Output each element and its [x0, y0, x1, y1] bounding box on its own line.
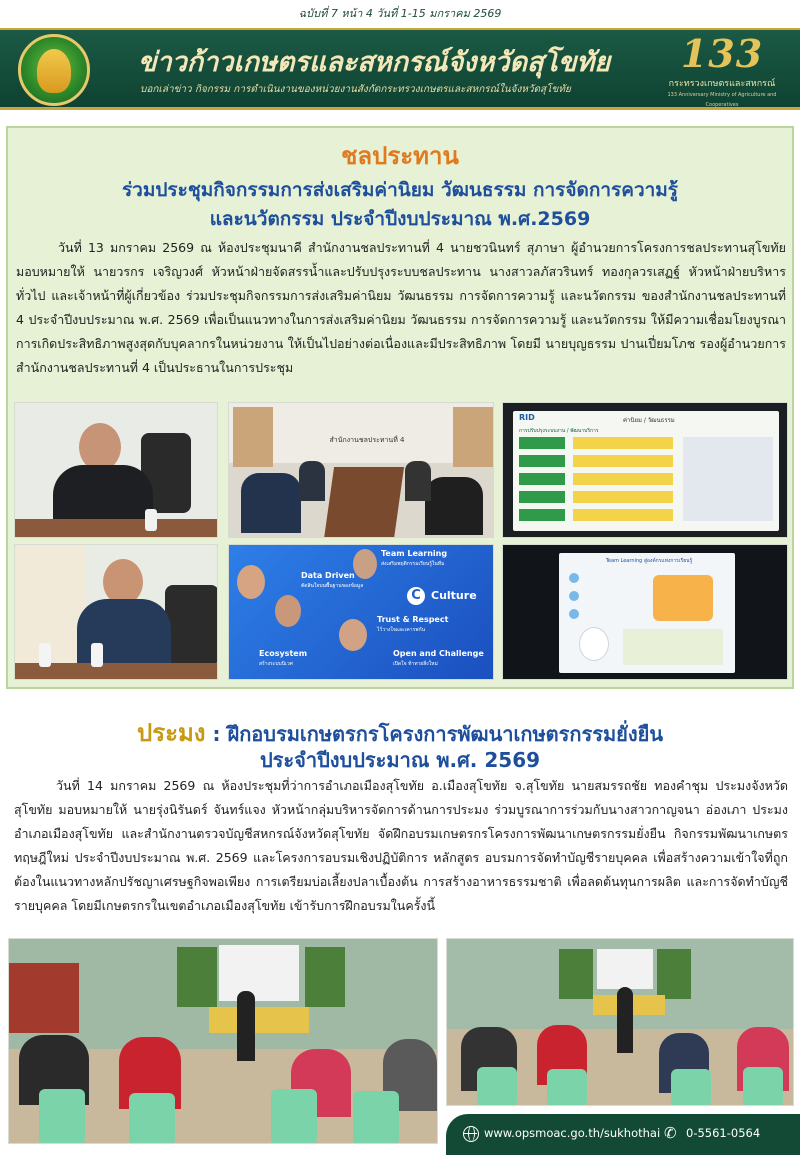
office-sign: สำนักงานชลประทานที่ 4 [329, 436, 405, 444]
slide-ecosystem-th: สร้างระบบนิเวศ [259, 661, 293, 667]
globe-icon [463, 1126, 479, 1142]
footer-phone[interactable]: 0-5561-0564 [686, 1126, 761, 1140]
slide-heading: ค่านิยม / วัฒนธรรม [623, 417, 675, 424]
section2-region: ประมง [136, 719, 206, 747]
slide-ecosystem: Ecosystem [259, 649, 308, 658]
slide-logo: RID [519, 413, 535, 422]
slide-team-learning-th: ส่งเสริมพฤติกรรมเรียนรู้ในทีม [381, 561, 445, 567]
ministry-seal-logo [18, 34, 90, 106]
section1-region: ชลประทาน [341, 142, 459, 170]
anniversary-number: 133 [680, 31, 764, 76]
newsletter-title: ข่าวก้าวเกษตรและสหกรณ์จังหวัดสุโขทัย [138, 47, 611, 78]
irrigation-news-section [6, 126, 794, 689]
photo-slide-presentation [502, 402, 788, 538]
masthead [0, 30, 800, 110]
photo-meeting-room [228, 402, 494, 538]
section2-title-line2: ประจำปีงบประมาณ พ.ศ. 2569 [259, 748, 541, 772]
photo-training-hall-2 [446, 938, 794, 1106]
newsletter-subtitle: บอกเล่าข่าว กิจกรรม การดำเนินงานของหน่วยงานสังกัดกระทรวงเกษตรและสหกรณ์ในจังหวัดสุโขทัย [140, 84, 571, 95]
anniversary-logo [652, 30, 792, 110]
slide-open-challenge: Open and Challenge [393, 649, 484, 658]
section2-separator: : [205, 722, 228, 746]
slide-row: การปรับปรุงระบบงาน / พัฒนาบริการ [519, 428, 599, 434]
section1-title-line1: ร่วมประชุมกิจกรรมการส่งเสริมค่านิยม วัฒนธรรม การจัดการความรู้ [121, 179, 679, 201]
slide-data-driven-th: ตัดสินใจบนพื้นฐานของข้อมูล [301, 583, 364, 589]
slide-open-challenge-th: เปิดใจ ท้าทายสิ่งใหม่ [393, 661, 438, 667]
screen-heading: Team Learning สู่องค์กรแห่งการเรียนรู้ [605, 558, 693, 564]
slide-data-driven: Data Driven [301, 571, 355, 580]
slide-trust: Trust & Respect [377, 615, 449, 624]
culture-letter: C [407, 587, 425, 605]
section2-title-text: ฝึกอบรมเกษตรกรโครงการพัฒนาเกษตรกรรมยั่งยืน [227, 722, 664, 746]
slide-trust-th: ไว้วางใจและเคารพกัน [377, 627, 426, 633]
section2-body: วันที่ 14 มกราคม 2569 ณ ห้องประชุมที่ว่าการอำเภอเมืองสุโขทัย อ.เมืองสุโขทัย จ.สุโขทัย นายสมรรถชัย ทองคำชุม ประมงจังหวัดสุโขทัย มอบหมายให้ นายรุ่งนิรันดร์ จันทร์แจง หัวหน้ากลุ่มบริหารจัดการด้านการประมง ร่วมบูรณาการร่วมกับนางสาวกาญจนา อ่องเภา ประมงอำเภอเมืองสุโขทัย และสำนักงานตรวจบัญชีสหกรณ์จังหวัดสุโขทัย จัดฝึกอบรมเกษตรกรโครงการพัฒนาเกษตรกรรมยั่งยืน กิจกรรมพัฒนาเกษตรทฤษฎีใหม่ ประจำปีงบประมาณ พ.ศ. 2569 และโครงการอบรมเชิงปฏิบัติการ หลักสูตร อบรมการจัดทำบัญชีรายบุคคล เพื่อสร้างความเข้าใจที่ถูกต้องในแนวทางหลักปรัชญาเศรษฐกิจพอเพียง การเตรียมบ่อเลี้ยงปลาเบื้องต้น การสร้างอาหารธรรมชาติ เพื่อลดต้นทุนการผลิต และการจัดทำบัญชีรายบุคคล โดยมีเกษตรกรในเขตอำเภอเมืองสุโขทัย เข้ารับการฝึกอบรมในครั้งนี้ [14, 778, 788, 913]
photo-official-seated [14, 544, 218, 680]
photo-culture-slide [228, 544, 494, 680]
photo-training-hall-1 [8, 938, 438, 1144]
slide-team-learning: Team Learning [381, 549, 448, 558]
photo-official-speaking [14, 402, 218, 538]
anniversary-english: 133 Anniversary Ministry of Agriculture and Cooperatives [667, 92, 777, 108]
slide-culture-word: Culture [431, 589, 477, 602]
section1-body: วันที่ 13 มกราคม 2569 ณ ห้องประชุมนาคี สำนักงานชลประทานที่ 4 นายชวนินทร์ สุภาษา ผู้อำนวยการโครงการชลประทานสุโขทัย มอบหมายให้ นายวรกร เจริญวงศ์ หัวหน้าฝ่ายจัดสรรน้ำและปรับปรุงระบบชลประทาน นางสาวลภัสวรินทร์ ทองกุลวรเสฏฐ์ หัวหน้าฝ่ายบริหารทั่วไป และเจ้าหน้าที่ผู้เกี่ยวข้อง ร่วมประชุมกิจกรรมการส่งเสริมค่านิยม วัฒนธรรม การจัดการความรู้ และนวัตกรรม ของสำนักงานชลประทานที่ 4 ประจำปีงบประมาณ พ.ศ. 2569 เพื่อเป็นแนวทางในการส่งเสริมค่านิยม วัฒนธรรม การจัดการความรู้ และนวัตกรรม ให้มีความเชื่อมโยงบูรณาการเกิดประสิทธิภาพสูงสุดกับบุคลากรในหน่วยงาน ให้เป็นไปอย่างต่อเนื่องและมีประสิทธิภาพ โดยมี นายบุญธรรม ปานเปี่ยมโภช รองผู้อำนวยการสำนักงานชลประทานที่ 4 เป็นประธานในการประชุม [16, 240, 786, 375]
photo-screen-slide [502, 544, 788, 680]
section1-title-line2: และนวัตกรรม ประจำปีงบประมาณ พ.ศ.2569 [209, 208, 591, 230]
anniversary-ministry: กระทรวงเกษตรและสหกรณ์ [668, 79, 776, 89]
issue-line: ฉบับที่ 7 หน้า 4 วันที่ 1-15 มกราคม 2569 [0, 0, 800, 30]
phone-icon: ✆ [664, 1124, 677, 1142]
footer-website-link[interactable]: www.opsmoac.go.th/sukhothai [484, 1126, 661, 1140]
